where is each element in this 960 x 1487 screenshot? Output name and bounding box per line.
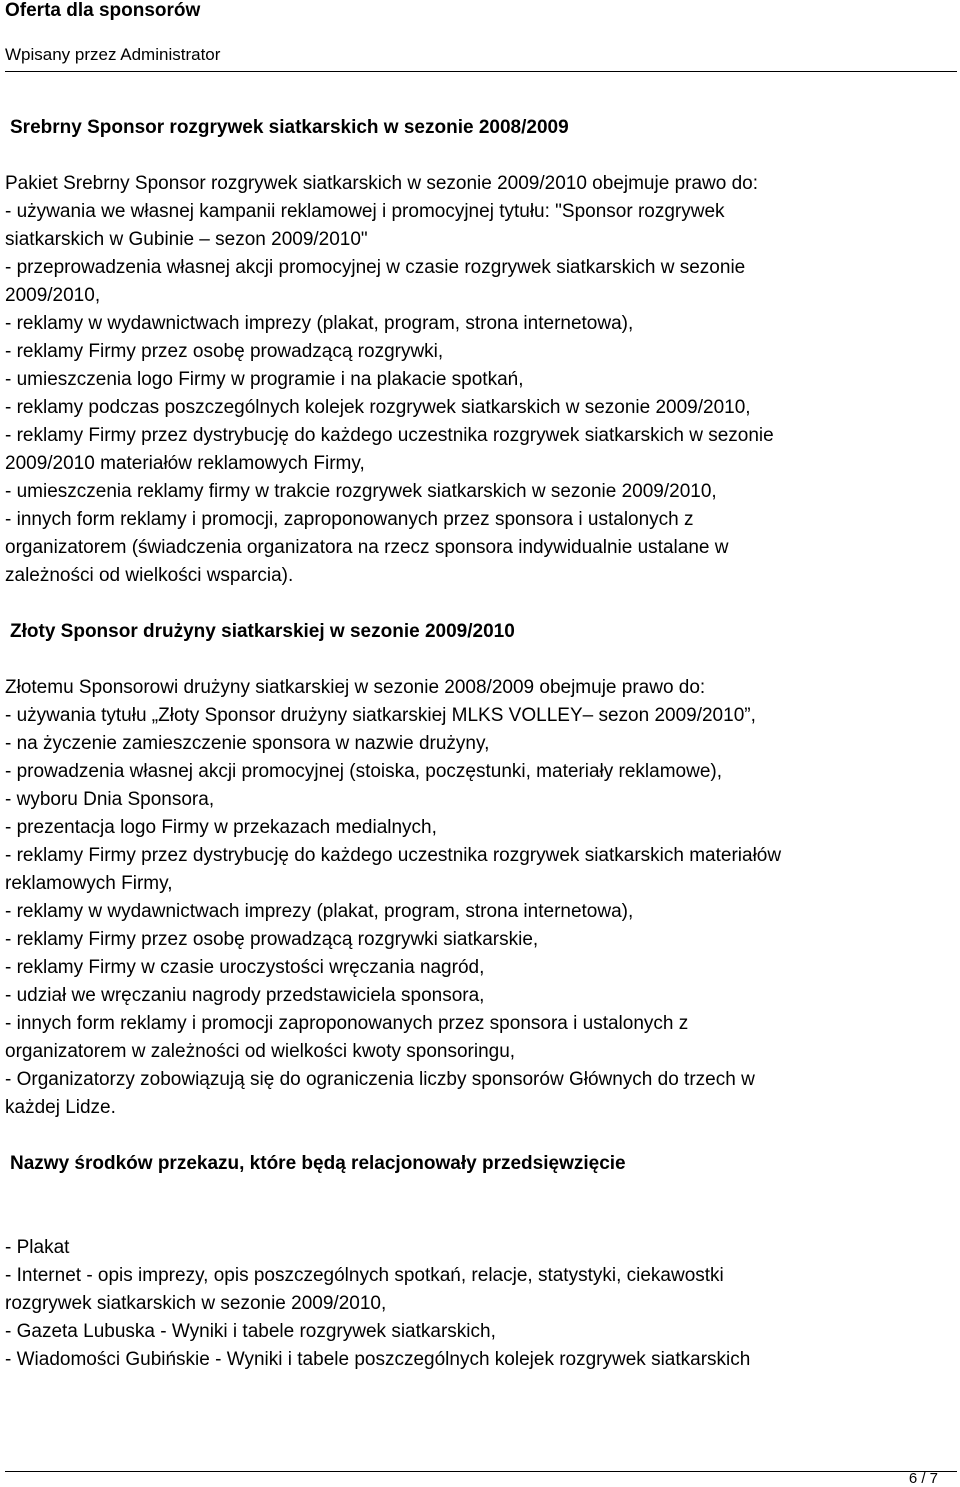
text-line: - na życzenie zamieszczenie sponsora w nazwie drużyny, [5,733,490,754]
section-title-media: Nazwy środków przekazu, które będą relacjonowały przedsięwzięcie [10,1153,626,1174]
author-line: Wpisany przez Administrator [5,45,221,64]
gold-sponsor-paragraph [5,674,955,1122]
text-line: - Organizatorzy zobowiązują się do ograniczenia liczby sponsorów Głównych do trzech w [5,1069,755,1090]
page-number: 6 / 7 [908,1470,938,1487]
text-line: organizatorem (świadczenia organizatora na rzecz sponsora indywidualnie ustalane w [5,537,729,558]
text-line: Pakiet Srebrny Sponsor rozgrywek siatkarskich w sezonie 2009/2010 obejmuje prawo do: [5,173,759,194]
section-title-silver-sponsor: Srebrny Sponsor rozgrywek siatkarskich w sezonie 2008/2009 [10,117,569,138]
text-line: - reklamy Firmy przez dystrybucję do każdego uczestnika rozgrywek siatkarskich w sezonie [5,425,774,446]
footer-divider [5,1471,957,1472]
text-line: - innych form reklamy i promocji zaproponowanych przez sponsora i ustalonych z [5,1013,689,1034]
text-line: - używania tytułu „Złoty Sponsor drużyny siatkarskiej MLKS VOLLEY– sezon 2009/2010”, [5,705,756,726]
document-title: Oferta dla sponsorów [5,0,201,21]
text-line: - reklamy Firmy przez osobę prowadzącą rozgrywki siatkarskie, [5,929,539,950]
text-line: - reklamy podczas poszczególnych kolejek rozgrywek siatkarskich w sezonie 2009/2010, [5,397,751,418]
text-line: Złotemu Sponsorowi drużyny siatkarskiej w sezonie 2008/2009 obejmuje prawo do: [5,677,706,698]
text-line: - Internet - opis imprezy, opis poszczególnych spotkań, relacje, statystyki, ciekawostki [5,1265,724,1286]
text-line: - używania we własnej kampanii reklamowej i promocyjnej tytułu: "Sponsor rozgrywek [5,201,725,222]
silver-sponsor-paragraph [5,170,955,590]
text-line: - prowadzenia własnej akcji promocyjnej (stoiska, poczęstunki, materiały reklamowe), [5,761,722,782]
media-paragraph [5,1234,955,1374]
text-line: - reklamy Firmy przez osobę prowadzącą rozgrywki, [5,341,444,362]
text-line: siatkarskich w Gubinie – sezon 2009/2010" [5,229,368,250]
text-line: - reklamy w wydawnictwach imprezy (plakat, program, strona internetowa), [5,901,634,922]
text-line: zależności od wielkości wsparcia). [5,565,294,586]
text-line: - innych form reklamy i promocji, zaproponowanych przez sponsora i ustalonych z [5,509,694,530]
text-line: - wyboru Dnia Sponsora, [5,789,215,810]
text-line: 2009/2010 materiałów reklamowych Firmy, [5,453,365,474]
header-divider [5,71,957,72]
document-body [5,114,955,1374]
text-line: organizatorem w zależności od wielkości kwoty sponsoringu, [5,1041,516,1062]
text-line: - Gazeta Lubuska - Wyniki i tabele rozgrywek siatkarskich, [5,1321,496,1342]
text-line: - udział we wręczaniu nagrody przedstawiciela sponsora, [5,985,485,1006]
text-line: - umieszczenia logo Firmy w programie i na plakacie spotkań, [5,369,524,390]
text-line: - umieszczenia reklamy firmy w trakcie rozgrywek siatkarskich w sezonie 2009/2010, [5,481,717,502]
text-line: - reklamy Firmy w czasie uroczystości wręczania nagród, [5,957,485,978]
text-line: - przeprowadzenia własnej akcji promocyjnej w czasie rozgrywek siatkarskich w sezonie [5,257,746,278]
text-line: - reklamy w wydawnictwach imprezy (plakat, program, strona internetowa), [5,313,634,334]
text-line: każdej Lidze. [5,1097,116,1118]
text-line: - Wiadomości Gubińskie - Wyniki i tabele poszczególnych kolejek rozgrywek siatkarskich [5,1349,751,1370]
text-line: rozgrywek siatkarskich w sezonie 2009/2010, [5,1293,387,1314]
text-line: reklamowych Firmy, [5,873,173,894]
text-line: - prezentacja logo Firmy w przekazach medialnych, [5,817,437,838]
text-line: - reklamy Firmy przez dystrybucję do każdego uczestnika rozgrywek siatkarskich materiałów [5,845,782,866]
text-line: - Plakat [5,1237,70,1258]
text-line: 2009/2010, [5,285,101,306]
section-title-gold-sponsor: Złoty Sponsor drużyny siatkarskiej w sezonie 2009/2010 [10,621,515,642]
